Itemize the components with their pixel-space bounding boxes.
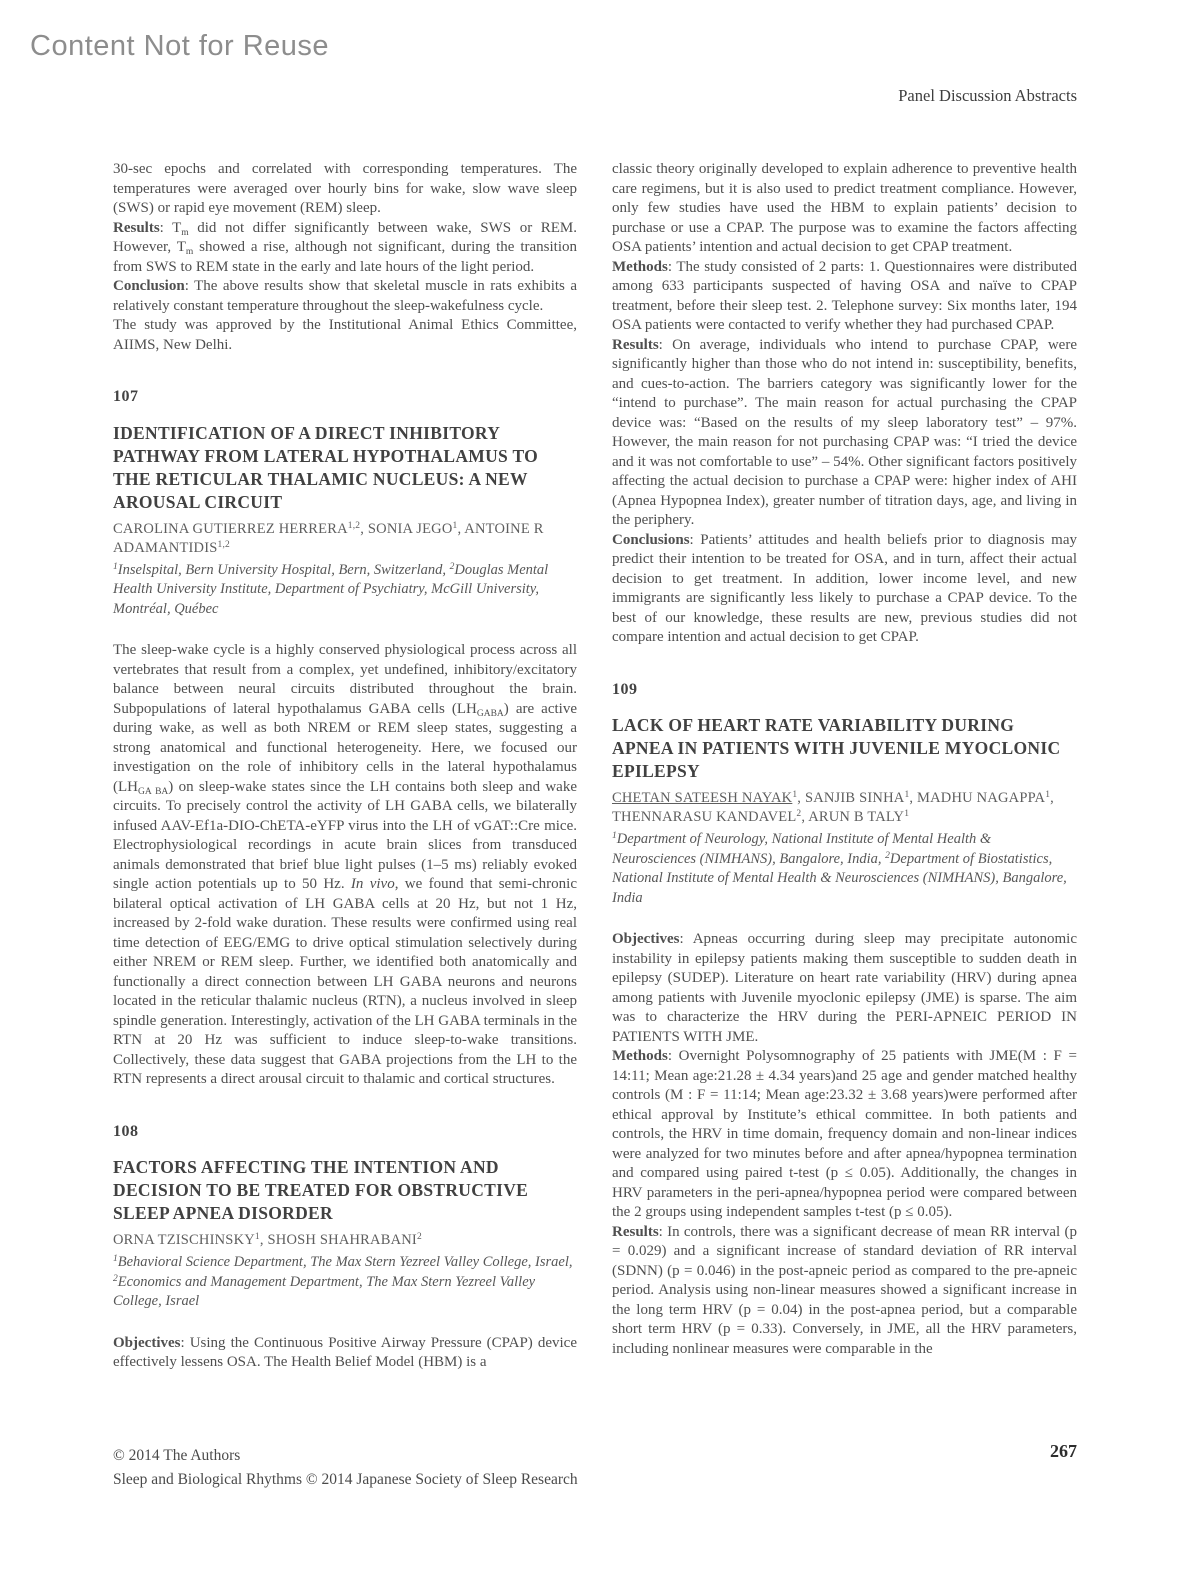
abstract-108-conclusions-paragraph: Conclusions: Patients’ attitudes and health beliefs prior to diagnosis may predict their intention to be treated for OSA, and in turn, affect their actual decision to get treatment. In addition, lower income level, and new immigrants are significantly less likely to purchase a CPAP device. To the best of our knowledge, these results are new, previous studies did not compare intention and actual decision to get CPAP. [612, 531, 1077, 645]
right-column [612, 160, 1077, 1359]
abstract-109-results-paragraph: Results: In controls, there was a significant decrease of mean RR interval (p = 0.029) and a significant increase of standard deviation of RR interval (SDNN) (p = 0.046) in the post-apneic period as compared to the pre-apneic period. Analysis using non-linear measures showed a significant increase in the long term HRV (p = 0.04) in the post-apnea period, but a comparable short term HRV (p = 0.33). Conversely, in JME, all the HRV parameters, including nonlinear measures were comparable in the [612, 1223, 1077, 1357]
abstract-108-affiliations: $^1$Behavioral Science Department, The Max Stern Yezreel Valley College, Israel, $^2$Economics and Management Department, The Max Stern Yezreel Valley College, Israel [113, 1254, 573, 1309]
footer-copyright-line: © 2014 The Authors [113, 1447, 241, 1464]
abstract-108-results-paragraph: Results: On average, individuals who intend to purchase CPAP, were significantly higher than those who do not intend in: susceptibility, benefits, and cues-to-action. The barriers category was significantly lower for the “intend to purchase”. The main reason for actual purchasing the CPAP device was: “Based on the results of my sleep laboratory test” – 97%. However, the main reason for not purchasing CPAP was: “I tried the device and it was not comfortable to use” – 54%. Other significant factors positively affecting the actual decision to purchase a CPAP were: higher index of AHI (Apnea Hypopnea Index), greater number of titration days, age, and living in the periphery. [612, 336, 1077, 528]
footer [113, 1444, 1077, 1492]
abstract-109-number: 109 [612, 680, 638, 698]
abstract-107-affiliations: $^1$Inselspital, Bern University Hospital, Bern, Switzerland, $^2$Douglas Mental Health University Institute, Department of Psychiatry, McGill University, Montréal, Québec [113, 561, 549, 617]
abstract-107-title: IDENTIFICATION OF A DIRECT INHIBITORY PATHWAY FROM LATERAL HYPOTHALAMUS TO THE RETICULAR THALAMIC NUCLEUS: A NEW AROUSAL CIRCUIT [113, 422, 539, 512]
abstract-108-authors: ORNA TZISCHINSKY$^1$, SHOSH SHAHRABANI$^2$ [113, 1232, 422, 1248]
abstract-107-number: 107 [113, 388, 139, 405]
abstract-108-objectives-paragraph: Objectives: Using the Continuous Positive Airway Pressure (CPAP) device effectively lessens OSA. The Health Belief Model (HBM) is a [113, 1334, 577, 1370]
left-column [113, 160, 577, 1373]
abstract-106-ethics-paragraph: The study was approved by the Institutional Animal Ethics Committee, AIIMS, New Delhi. [113, 317, 577, 353]
abstract-108-methods-paragraph: Methods: The study consisted of 2 parts: 1. Questionnaires were distributed among 633 participants suspected of having OSA and naïve to CPAP treatment, before their sleep test. 2. Telephone survey: Six months later, 194 OSA patients were contacted to verify whether they had purchased CPAP. [612, 258, 1077, 333]
abstract-107-authors: CAROLINA GUTIERREZ HERRERA$^{1,2}$, SONIA JEGO$^1$, ANTOINE R ADAMANTIDIS$^{1,2}$ [113, 520, 544, 556]
abstract-106-conclusion-paragraph: Conclusion: The above results show that skeletal muscle in rats exhibits a relatively constant temperature throughout the sleep-wakefulness cycle. [113, 278, 577, 314]
abstract-109-methods-paragraph: Methods: Overnight Polysomnography of 25 patients with JME(M : F = 14:11; Mean age:21.28 ± 4.34 years)and 25 age and gender matched healthy controls (M : F = 11:14; Mean age:23.32 ± 3.68 years)were performed after ethical approval by Institute’s ethical committee. In both patients and controls, the HRV in time domain, frequency domain and non-linear indices were analyzed for two minutes before and after apnea/hypopnea termination and compared using paired t-test (p ≤ 0.05). Additionally, the changes in HRV parameters in the peri-apnea/hypopnea period were compared between the 2 groups using independent samples t-test (p ≤ 0.05). [612, 1048, 1077, 1220]
abstract-109-objectives-paragraph: Objectives: Apneas occurring during sleep may precipitate autonomic instability in epilepsy patients making them susceptible to sudden death in epilepsy (SUDEP). Literature on heart rate variability (HRV) during apnea among patients with Juvenile myoclonic epilepsy (JME) is sparse. The aim was to characterize the HRV during the PERI-APNEIC PERIOD IN PATIENTS WITH JME. [612, 931, 1077, 1045]
running-head: Panel Discussion Abstracts [898, 86, 1077, 105]
abstract-108-objectives-continuation-paragraph: classic theory originally developed to explain adherence to preventive health care regimens, but it is also used to predict treatment compliance. However, only few studies have used the HBM to explain patients’ decision to purchase or use a CPAP. The purpose was to examine the factors affecting OSA patients’ intention and actual decision to get CPAP treatment. [612, 161, 1077, 255]
abstract-109-title: LACK OF HEART RATE VARIABILITY DURING APNEA IN PATIENTS WITH JUVENILE MYOCLONIC EPILEPSY [612, 715, 1061, 781]
abstract-106-results-paragraph: Results: $T_m$ did not differ significantly between wake, SWS or REM. However, $T_m$ showed a rise, although not significant, during the transition from SWS to REM state in the early and late hours of the light period. [113, 219, 578, 275]
abstract-109-affiliations: $^1$Department of Neurology, National Institute of Mental Health & Neurosciences (NIMHANS), Bangalore, India, $^2$Department of Biostatistics, National Institute of Mental Health & Neurosciences (NIMHANS), Bangalore, India [612, 831, 1067, 906]
abstract-109-authors: CHETAN SATEESH NAYAK$^1$, SANJIB SINHA$^1$, MADHU NAGAPPA$^1$, THENNARASU KANDAVEL$^2$, ARUN B TALY$^1$ [612, 790, 1054, 825]
footer-journal-line: Sleep and Biological Rhythms © 2014 Japanese Society of Sleep Research [113, 1471, 578, 1488]
content-not-for-reuse-watermark: Content Not for Reuse [30, 30, 330, 62]
abstract-106-continuation-paragraph: 30-sec epochs and correlated with corresponding temperatures. The temperatures were averaged over hourly bins for wake, slow wave sleep (SWS) or rapid eye movement (REM) sleep. [113, 161, 577, 216]
abstract-107-body-paragraph: The sleep-wake cycle is a highly conserved physiological process across all vertebrates that result from a complex, yet undefined, inhibitory/excitatory balance between neural circuits distributed throughout the brain. Subpopulations of lateral hypothalamus GABA cells $(LH_{GABA})$ are active during wake, as well as both NREM or REM sleep states, suggesting a strong anatomical and functional heterogeneity. Here, we focused our investigation on the role of inhibitory cells in the lateral hypothalamus $(LH_{GA BA})$ on sleep-wake states since the LH contains both sleep and wake circuits. To precisely control the activity of LH GABA cells, we bilaterally infused AAV-Ef1a-DIO-ChETA-eYFP virus into the LH of vGAT::Cre mice. Electrophysiological recordings in acute brain slices from transduced animals demonstrated that brief blue light pulses (1–5 ms) reliably evoked single action potentials up to 50 Hz. In vivo, we found that semi-chronic bilateral optical activation of LH GABA cells at 20 Hz, but not 1 Hz, increased by 2-fold wake duration. These results were confirmed using real time detection of EEG/EMG to drive optical stimulation selectively during either NREM or REM sleep. Further, we identified both anatomically and functionally a direct connection between LH GABA neurons and neurons located in the reticular thalamic nucleus (RTN), a nucleus involved in sleep spindle generation. Interestingly, activation of the LH GABA terminals in the RTN at 20 Hz was sufficient to induce sleep-to-wake transitions. Collectively, these data suggest that GABA projections from the LH to the RTN represents a direct arousal circuit to thalamic and cortical structures. [113, 642, 578, 1087]
abstract-108-number: 108 [113, 1122, 139, 1140]
abstract-108-title: FACTORS AFFECTING THE INTENTION AND DECISION TO BE TREATED FOR OBSTRUCTIVE SLEEP APNEA DISORDER [113, 1157, 529, 1223]
page-number: 267 [1050, 1441, 1077, 1461]
